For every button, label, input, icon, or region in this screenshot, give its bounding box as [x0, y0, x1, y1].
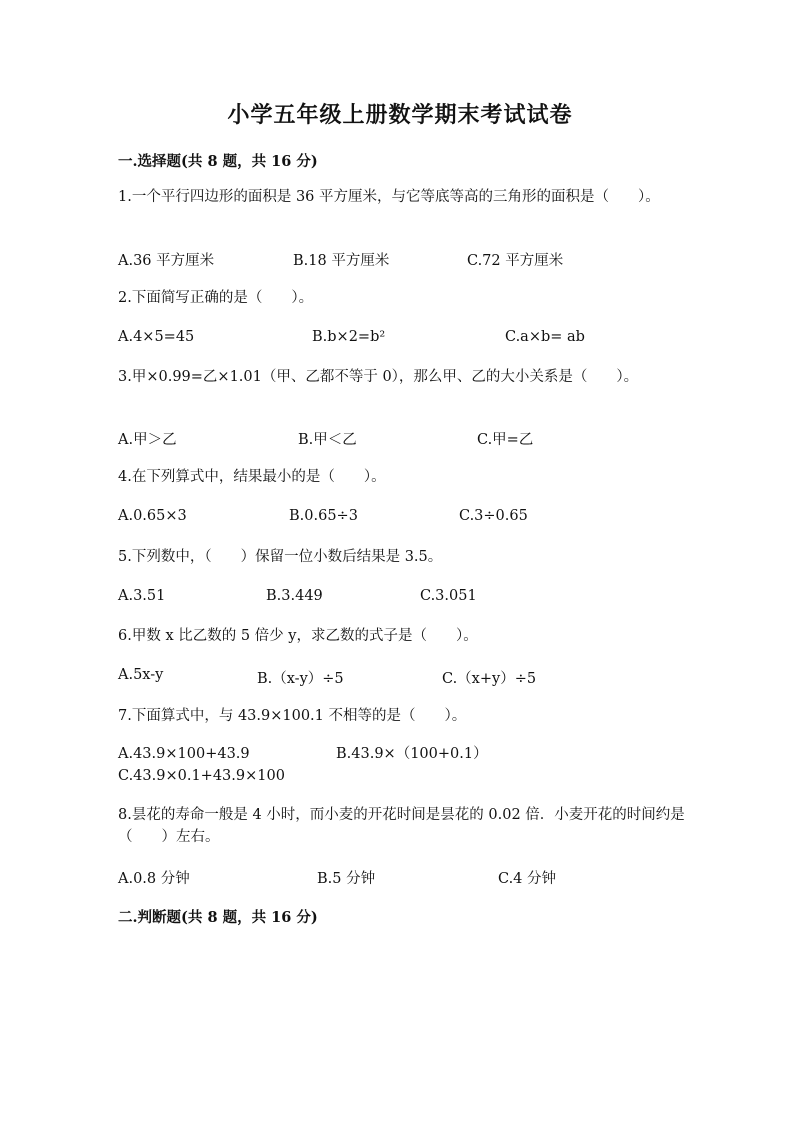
question-2-option-b: B.b×2=b² — [312, 329, 386, 345]
page-title: 小学五年级上册数学期末考试试卷 — [227, 102, 573, 128]
question-6: 6.甲数 x 比乙数的 5 倍少 y，求乙数的式子是（ ）。 — [118, 628, 478, 644]
question-7-option-c: C.43.9×0.1+43.9×100 — [118, 768, 285, 784]
question-2-option-a: A.4×5=45 — [118, 329, 195, 345]
question-6-option-c: C.（x+y）÷5 — [442, 671, 537, 687]
question-7-option-b: B.43.9×（100+0.1） — [336, 746, 488, 762]
section-heading-choice: 一.选择题(共 8 题，共 16 分) — [118, 153, 318, 170]
question-6-option-b: B.（x-y）÷5 — [257, 671, 344, 687]
question-4-option-c: C.3÷0.65 — [459, 508, 528, 524]
question-8-option-c: C.4 分钟 — [498, 871, 557, 887]
question-3: 3.甲×0.99=乙×1.01（甲、乙都不等于 0），那么甲、乙的大小关系是（ ）。 — [118, 369, 639, 385]
question-3-option-c: C.甲=乙 — [477, 432, 534, 448]
question-6-option-a: A.5x-y — [118, 667, 164, 683]
question-5-option-a: A.3.51 — [118, 588, 166, 604]
question-5: 5.下列数中，（ ）保留一位小数后结果是 3.5。 — [118, 549, 443, 565]
question-2: 2.下面简写正确的是（ ）。 — [118, 290, 314, 306]
question-3-option-b: B.甲＜乙 — [298, 432, 357, 448]
question-7-options — [118, 743, 688, 787]
question-5-option-b: B.3.449 — [266, 588, 323, 604]
question-4-option-b: B.0.65÷3 — [289, 508, 358, 524]
section-heading-judgement: 二.判断题(共 8 题，共 16 分) — [118, 909, 318, 926]
question-1-option-a: A.36 平方厘米 — [118, 253, 215, 269]
question-4: 4.在下列算式中，结果最小的是（ ）。 — [118, 469, 386, 485]
question-3-option-a: A.甲＞乙 — [118, 432, 177, 448]
question-1-option-c: C.72 平方厘米 — [467, 253, 564, 269]
question-8-option-b: B.5 分钟 — [317, 871, 376, 887]
question-4-option-a: A.0.65×3 — [118, 508, 187, 524]
question-7: 7.下面算式中，与 43.9×100.1 不相等的是（ ）。 — [118, 708, 467, 724]
question-5-option-c: C.3.051 — [420, 588, 477, 604]
question-8-option-a: A.0.8 分钟 — [118, 871, 190, 887]
question-1: 1.一个平行四边形的面积是 36 平方厘米，与它等底等高的三角形的面积是（ ）。 — [118, 189, 660, 205]
question-8: 8.昙花的寿命一般是 4 小时，而小麦的开花时间是昙花的 0.02 倍．小麦开花的时间约是（ ）左右。 — [118, 807, 685, 845]
question-7-option-a: A.43.9×100+43.9 — [118, 746, 250, 762]
question-2-option-c: C.a×b= ab — [505, 329, 585, 345]
question-1-option-b: B.18 平方厘米 — [293, 253, 390, 269]
